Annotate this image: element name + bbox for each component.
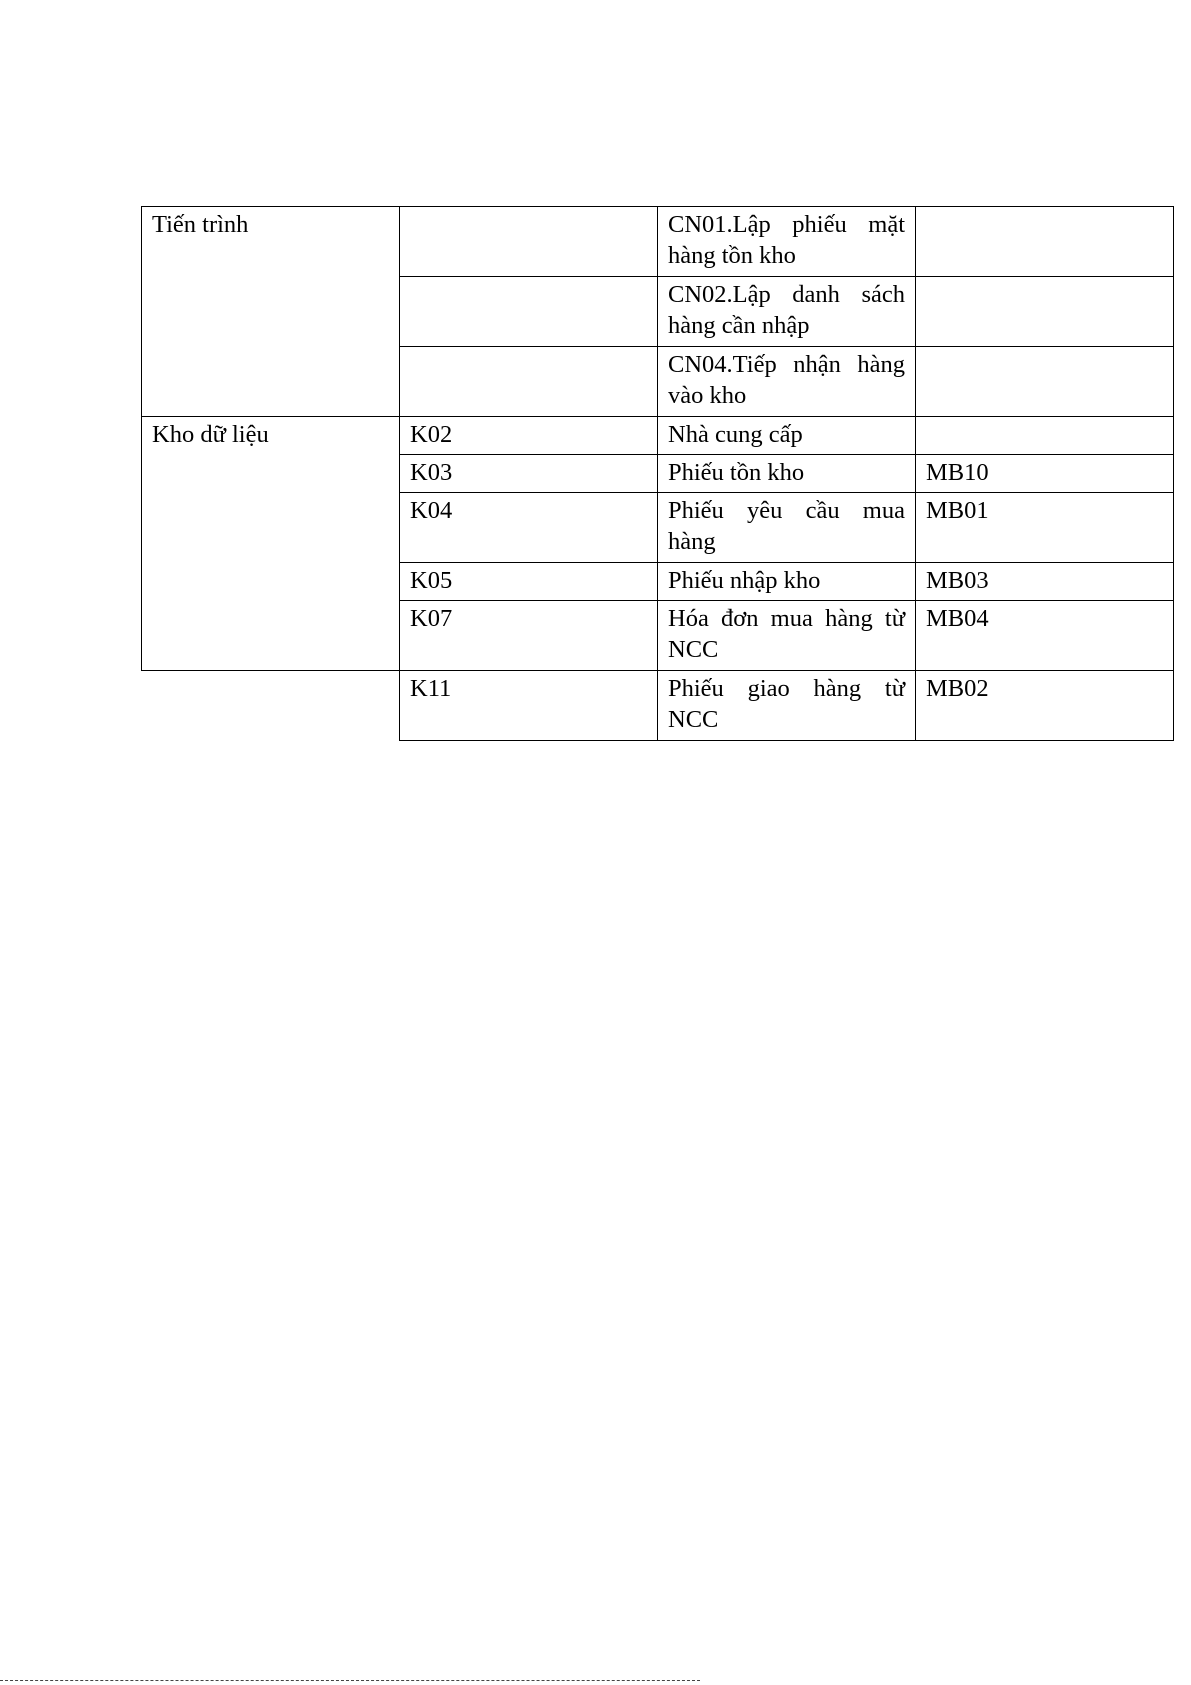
ref-cell: MB03	[916, 563, 1174, 601]
ref-cell: MB02	[916, 671, 1174, 741]
code-cell: K05	[400, 563, 658, 601]
name-cell: Hóa đơn mua hàng từ NCC	[658, 601, 916, 671]
name-cell: Nhà cung cấp	[658, 417, 916, 455]
code-cell: K11	[400, 671, 658, 741]
section-process-label: Tiến trình	[142, 207, 400, 417]
ref-cell: MB01	[916, 493, 1174, 563]
name-cell: CN04.Tiếp nhận hàng vào kho	[658, 347, 916, 417]
code-cell	[400, 347, 658, 417]
ref-cell	[916, 207, 1174, 277]
footer-divider	[0, 1680, 700, 1681]
name-cell: Phiếu nhập kho	[658, 563, 916, 601]
ref-cell: MB04	[916, 601, 1174, 671]
component-table	[141, 206, 1174, 741]
code-cell	[400, 207, 658, 277]
code-cell: K02	[400, 417, 658, 455]
name-cell: CN01.Lập phiếu mặt hàng tồn kho	[658, 207, 916, 277]
table-row	[142, 417, 1174, 455]
ref-cell	[916, 347, 1174, 417]
section-datastore-label: Kho dữ liệu	[142, 417, 400, 671]
code-cell: K07	[400, 601, 658, 671]
ref-cell: MB10	[916, 455, 1174, 493]
empty-cell	[142, 671, 400, 741]
table-row	[142, 207, 1174, 277]
code-cell: K03	[400, 455, 658, 493]
name-cell: CN02.Lập danh sách hàng cần nhập	[658, 277, 916, 347]
table-row	[142, 671, 1174, 741]
ref-cell	[916, 277, 1174, 347]
ref-cell	[916, 417, 1174, 455]
code-cell	[400, 277, 658, 347]
code-cell: K04	[400, 493, 658, 563]
name-cell: Phiếu tồn kho	[658, 455, 916, 493]
name-cell: Phiếu giao hàng từ NCC	[658, 671, 916, 741]
name-cell: Phiếu yêu cầu mua hàng	[658, 493, 916, 563]
